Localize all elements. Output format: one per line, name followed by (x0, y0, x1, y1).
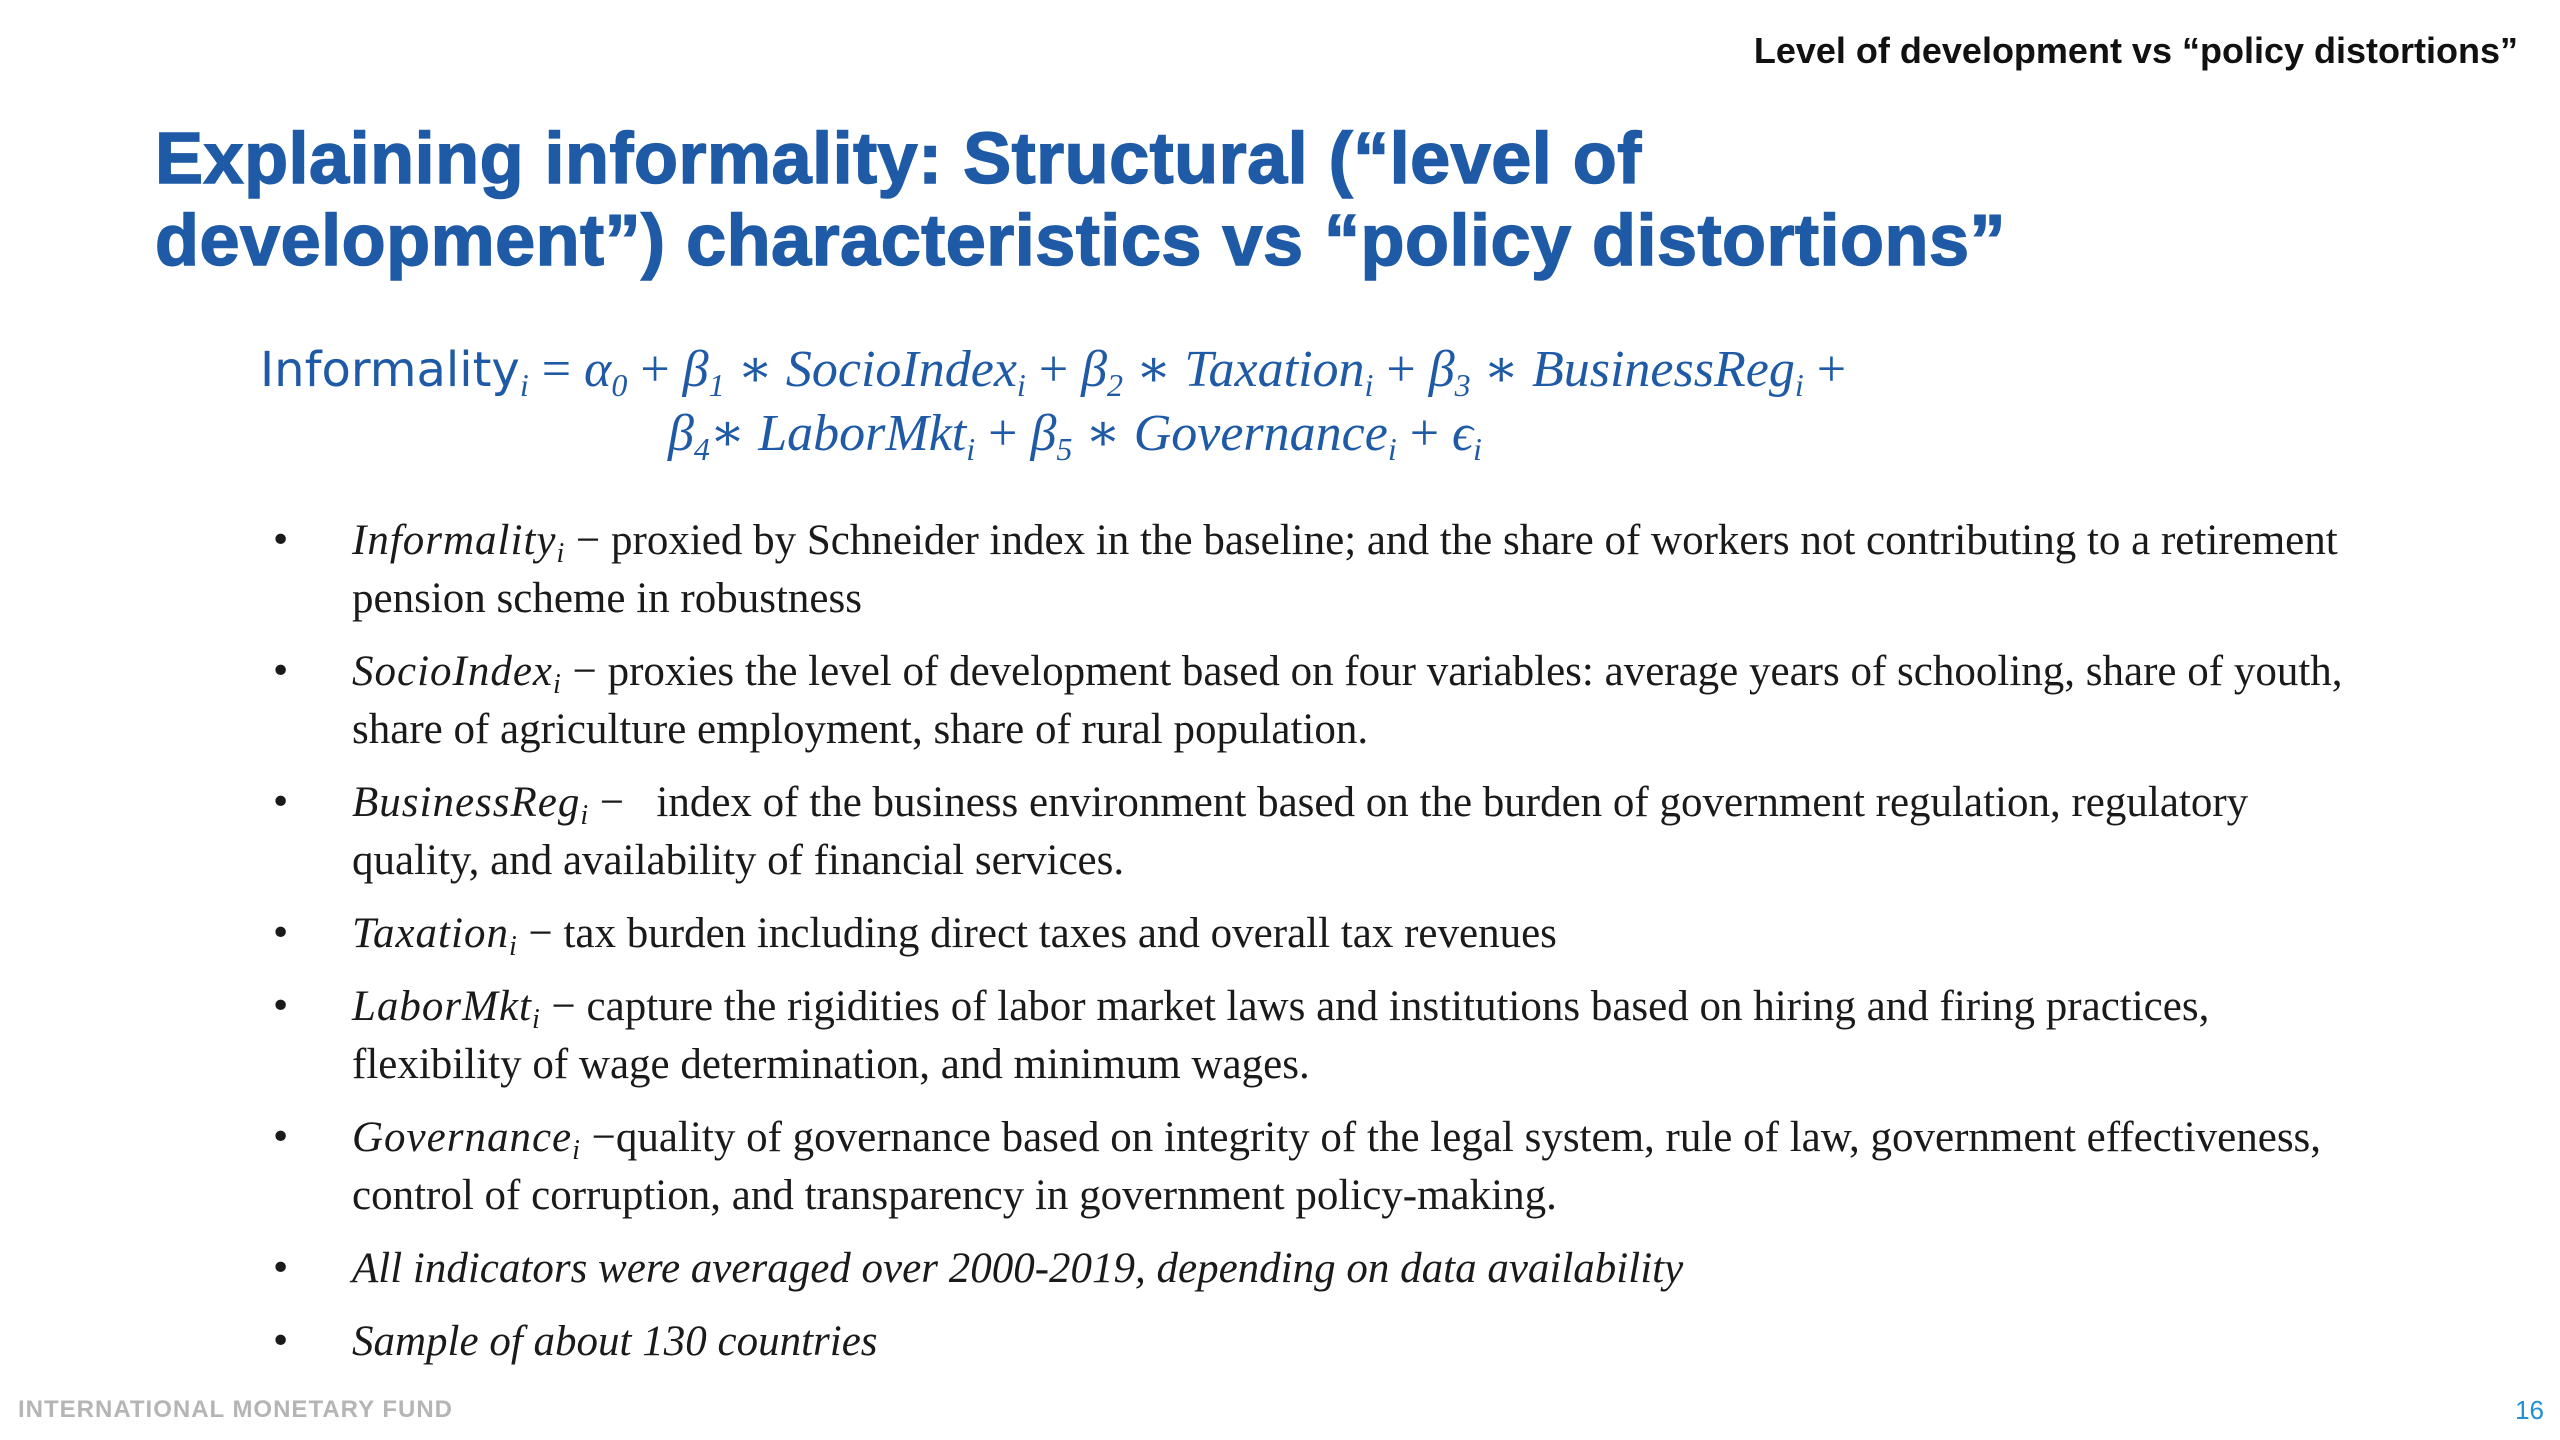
bullet-icon: • (270, 1248, 292, 1289)
slide-title-line-2: development”) characteristics vs “policy distortions” (155, 201, 2007, 281)
variable-description: − tax burden including direct taxes and overall tax revenues (517, 910, 1557, 957)
slide-title-line-1: Explaining informality: Structural (“level of (155, 119, 1642, 199)
equation-token: i (1016, 367, 1026, 403)
variable-name: LaborMkt$_i$ (352, 983, 541, 1035)
equation-token: 0 (611, 367, 628, 403)
equation-token: α (584, 341, 612, 398)
equation-token: + (1025, 341, 1082, 398)
equation-token: i (1473, 431, 1482, 467)
variable-definitions-list (270, 512, 2370, 1386)
equation-token: i (519, 367, 529, 403)
equation-token: + (975, 405, 1031, 462)
list-item (270, 905, 2370, 963)
equation-token: Taxation (1184, 341, 1365, 398)
bullet-icon: • (270, 520, 292, 561)
variable-description: All indicators were averaged over 2000-2019, depending on data availability (352, 1245, 1684, 1292)
equation-token: 4 (693, 431, 710, 467)
equation-token: 5 (1056, 431, 1073, 467)
equation-token: i (1364, 367, 1374, 403)
list-item (270, 1313, 2370, 1371)
page-number: 16 (2515, 1395, 2544, 1425)
variable-description: Sample of about 130 countries (352, 1318, 878, 1365)
bullet-icon: • (270, 651, 292, 692)
equation-token: β (1081, 341, 1108, 398)
equation-token: + (1373, 341, 1429, 398)
equation-token: 3 (1454, 367, 1471, 403)
bullet-icon: • (270, 1321, 292, 1362)
slide-title (155, 118, 2455, 282)
variable-name: Informality$_i$ (352, 517, 566, 569)
equation-token: Governance (1133, 405, 1388, 462)
variable-description: −quality of governance based on integrity of the legal system, rule of law, government effectiveness, control of corruption, and transparency in government policy-making. (352, 1114, 2332, 1219)
equation-token: 1 (708, 367, 725, 403)
equation-token: ∗ (724, 341, 786, 398)
variable-description: − proxied by Schneider index in the baseline; and the share of workers not contributing to a retirement pension scheme in robustness (352, 517, 2349, 622)
equation-line-1 (260, 338, 2160, 402)
section-tag: Level of development vs “policy distortions” (1753, 30, 2518, 71)
bullet-icon: • (270, 986, 292, 1027)
equation-token: ∗ (1470, 341, 1532, 398)
list-item (270, 512, 2370, 628)
variable-name: Governance$_i$ (352, 1114, 581, 1166)
variable-description: − proxies the level of development based on four variables: average years of schooling, share of youth, share of agriculture employment, share of rural population. (352, 648, 2354, 753)
equation-token: Informality (260, 342, 520, 398)
equation-token: LaborMkt (758, 405, 967, 462)
equation-token: BusinessReg (1531, 341, 1795, 398)
equation-token: + (1803, 341, 1847, 398)
equation-token: 2 (1107, 367, 1124, 403)
variable-description: − index of the business environment based on the burden of government regulation, regulatory quality, and availability of financial services. (352, 779, 2259, 884)
regression-equation (260, 338, 2160, 466)
bullet-icon: • (270, 913, 292, 954)
list-item (270, 978, 2370, 1094)
variable-name: BusinessReg$_i$ (352, 779, 590, 831)
list-item (270, 1109, 2370, 1225)
list-item (270, 1240, 2370, 1298)
list-item (270, 774, 2370, 890)
equation-token: β (682, 341, 709, 398)
equation-token: i (966, 431, 976, 467)
equation-token: ϵ (1452, 405, 1473, 462)
list-item (270, 643, 2370, 759)
equation-token: i (1794, 367, 1804, 403)
equation-token: ∗ (1072, 405, 1134, 462)
variable-description: − capture the rigidities of labor market laws and institutions based on hiring and firing practices, flexibility of wage determination, and minimum wages. (352, 983, 2221, 1088)
bullet-icon: • (270, 782, 292, 823)
equation-token: β (1428, 341, 1455, 398)
equation-token: = (528, 341, 585, 398)
equation-token: + (627, 341, 683, 398)
equation-token: β (668, 405, 694, 462)
bullet-icon: • (270, 1117, 292, 1158)
equation-token: + (1396, 405, 1453, 462)
equation-token: ∗ (1123, 341, 1185, 398)
variable-name: Taxation$_i$ (352, 910, 518, 962)
equation-token: i (1387, 431, 1397, 467)
equation-token: ∗ (709, 405, 759, 462)
footer-organization: INTERNATIONAL MONETARY FUND (18, 1396, 453, 1423)
variable-name: SocioIndex$_i$ (352, 648, 562, 700)
equation-line-2 (260, 402, 2160, 466)
equation-token: SocioIndex (785, 341, 1017, 398)
equation-token: β (1030, 405, 1057, 462)
